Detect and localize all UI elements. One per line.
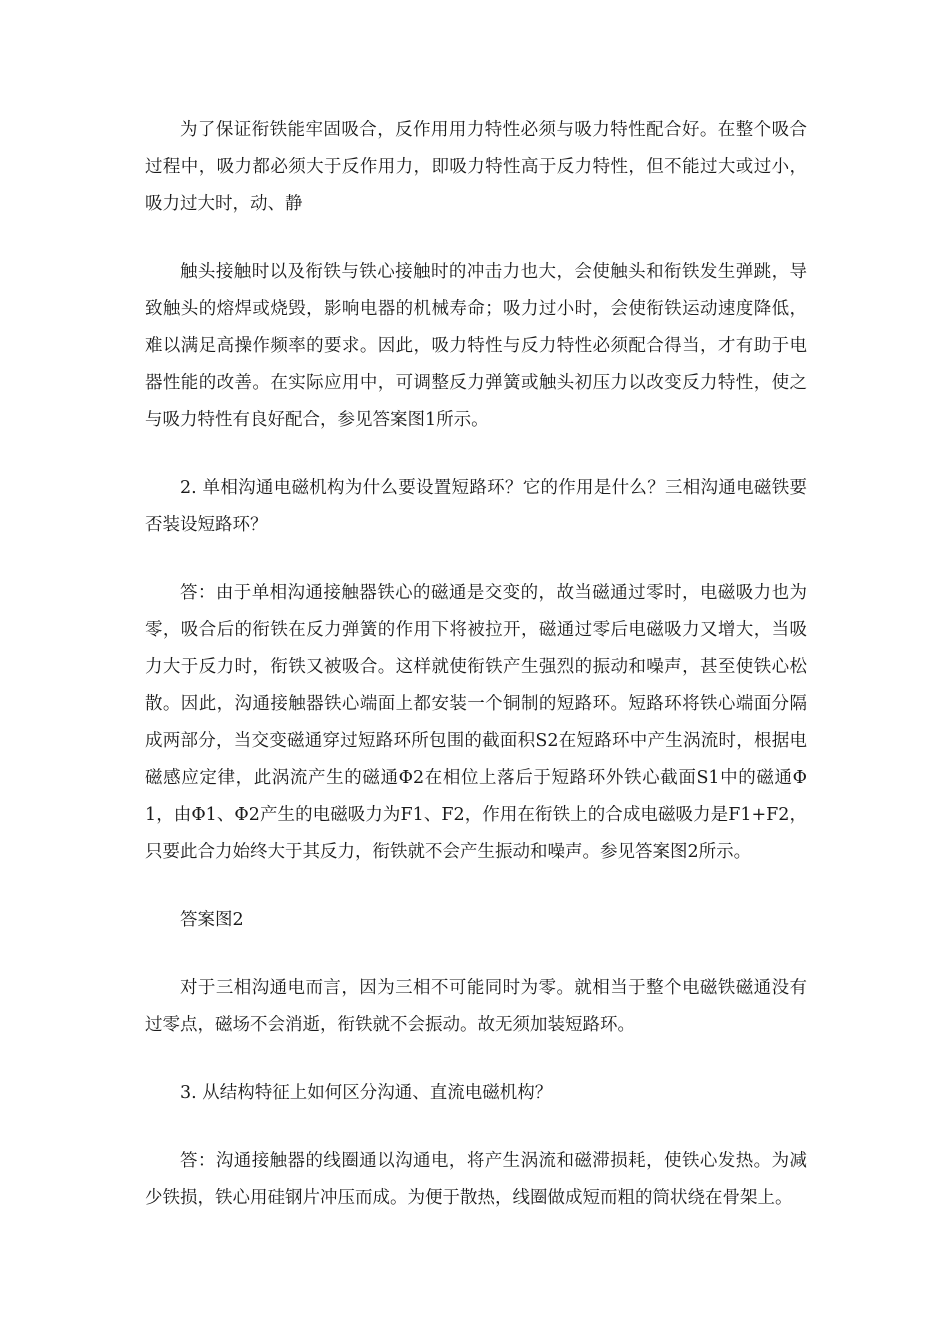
answer-3: 答：沟通接触器的线圈通以沟通电，将产生涡流和磁滞损耗，使铁心发热。为减少铁损，铁心用硅钢片冲压而成。为便于散热，线圈做成短而粗的筒状绕在骨架上。 bbox=[145, 1151, 807, 1208]
answer-2: 答：由于单相沟通接触器铁心的磁通是交变的，故当磁通过零时，电磁吸力也为零，吸合后的衔铁在反力弹簧的作用下将被拉开，磁通过零后电磁吸力又增大，当吸力大于反力时，衔铁又被吸合。这样就使衔铁产生强烈的振动和噪声，甚至使铁心松散。因此，沟通接触器铁心端面上都安装一个铜制的短路环。短路环将铁心端面分隔成两部分，当交变磁通穿过短路环所包围的截面积S2在短路环中产生涡流时，根据电磁感应定律，此涡流产生的磁通Φ2在相位上落后于短路环外铁心截面S1中的磁通Φ1，由Φ1、Φ2产生的电磁吸力为F1、F2，作用在衔铁上的合成电磁吸力是F1+F2，只要此合力始终大于其反力，衔铁就不会产生振动和噪声。参见答案图2所示。 bbox=[145, 583, 807, 862]
paragraph-three-phase: 对于三相沟通电而言，因为三相不可能同时为零。就相当于整个电磁铁磁通没有过零点，磁场不会消逝，衔铁就不会振动。故无须加装短路环。 bbox=[145, 978, 807, 1035]
paragraph-contact-impact: 触头接触时以及衔铁与铁心接触时的冲击力也大，会使触头和衔铁发生弹跳，导致触头的熔焊或烧毁，影响电器的机械寿命；吸力过小时，会使衔铁运动速度降低，难以满足高操作频率的要求。因此，吸力特性与反力特性必须配合得当，才有助于电器性能的改善。在实际应用中，可调整反力弹簧或触头初压力以改变反力特性，使之与吸力特性有良好配合，参见答案图1所示。 bbox=[145, 262, 807, 430]
question-2: 2. 单相沟通电磁机构为什么要设置短路环？它的作用是什么？三相沟通电磁铁要否装设短路环？ bbox=[145, 478, 807, 535]
paragraph-attraction-characteristics: 为了保证衔铁能牢固吸合，反作用用力特性必须与吸力特性配合好。在整个吸合过程中，吸力都必须大于反作用力，即吸力特性高于反力特性，但不能过大或过小，吸力过大时，动、静 bbox=[145, 120, 807, 214]
figure-caption-2: 答案图2 bbox=[180, 910, 244, 930]
question-3: 3. 从结构特征上如何区分沟通、直流电磁机构？ bbox=[180, 1083, 553, 1103]
document-body bbox=[145, 112, 807, 1248]
